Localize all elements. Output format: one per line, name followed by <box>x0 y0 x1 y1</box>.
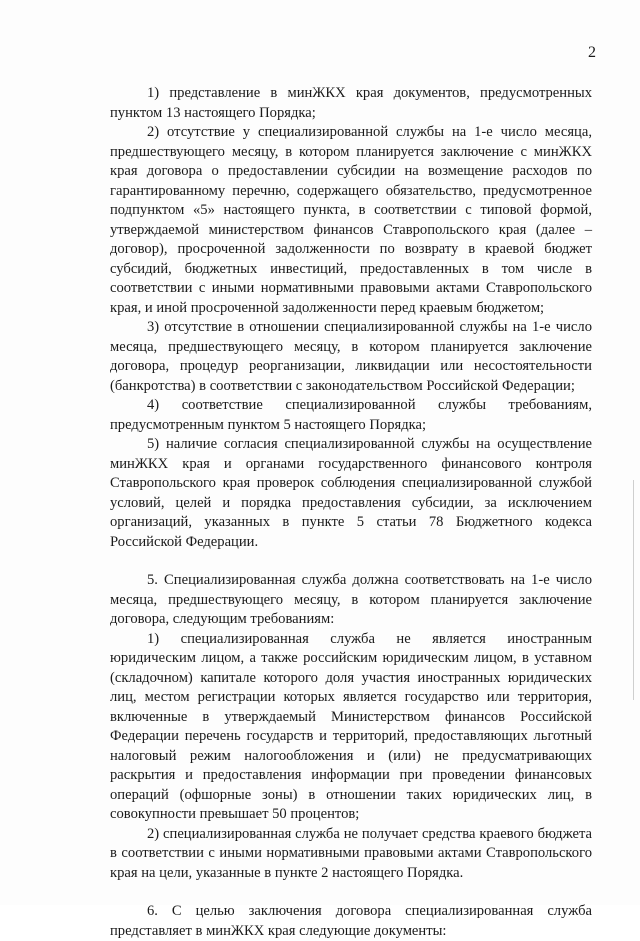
scan-edge-mark <box>633 480 634 700</box>
paragraph-5: 5) наличие согласия специализированной службы на осуществление минЖКХ края и органами государственного финансового контроля Ставропольского края проверок соблюдения специализированной службой условий, целей и порядка предоставления субсидии, за исключением организаций, указанных в пункте 5 статьи 78 Бюджетного кодекса Российской Федерации. <box>110 436 592 550</box>
paragraph-3: 3) отсутствие в отношении специализированной службы на 1-е число месяца, предшествующего месяцу, в котором планируется заключение договора, процедур реорганизации, ликвидации или несостоятельности (банкротства) в соответствии с законодательством Российской Федерации; <box>110 319 592 394</box>
page-number: 2 <box>588 44 596 61</box>
document-body <box>110 84 592 941</box>
paragraph-7: 1) специализированная служба не является иностранным юридическим лицом, а также российским юридическим лицом, в уставном (складочном) капитале которого доля участия иностранных юридических лиц, местом регистрации которых является государство или территория, включенные в утверждаемый Министерством финансов Российской Федерации перечень государств и территорий, предоставляющих льготный налоговый режим налогообложения и (или) не предусматривающих раскрытия и предоставления информации при проведении финансовых операций (офшорные зоны) в отношении таких юридических лиц, в совокупности превышает 50 процентов; <box>110 630 592 822</box>
section-6-heading: 6. С целью заключения договора специализированная служба представляет в минЖКХ края следующие документы: <box>110 903 592 939</box>
paragraph-2: 2) отсутствие у специализированной службы на 1-е число месяца, предшествующего месяцу, в котором планируется заключение с минЖКХ края договора о предоставлении субсидии на возмещение расходов по гарантированному перечню, содержащего обязательство, предусмотренное подпунктом «5» настоящего пункта, в соответствии с типовой формой, утверждаемой министерством финансов Ставропольского края (далее – договор), просроченной задолженности по возврату в краевой бюджет субсидий, бюджетных инвестиций, предоставленных в том числе в соответствии с иными нормативными правовыми актами Ставропольского края, и иной просроченной задолженности перед краевым бюджетом; <box>110 124 592 316</box>
paragraph-1: 1) представление в минЖКХ края документов, предусмотренных пунктом 13 настоящего Порядка; <box>110 85 592 121</box>
section-5-heading: 5. Специализированная служба должна соответствовать на 1-е число месяца, предшествующего месяцу, в котором планируется заключение договора, следующим требованиям: <box>110 572 592 627</box>
paragraph-4: 4) соответствие специализированной службы требованиям, предусмотренным пунктом 5 настоящего Порядка; <box>110 397 592 433</box>
paragraph-8: 2) специализированная служба не получает средства краевого бюджета в соответствии с иными нормативными правовыми актами Ставропольского края на цели, указанные в пункте 2 настоящего Порядка. <box>110 825 592 881</box>
